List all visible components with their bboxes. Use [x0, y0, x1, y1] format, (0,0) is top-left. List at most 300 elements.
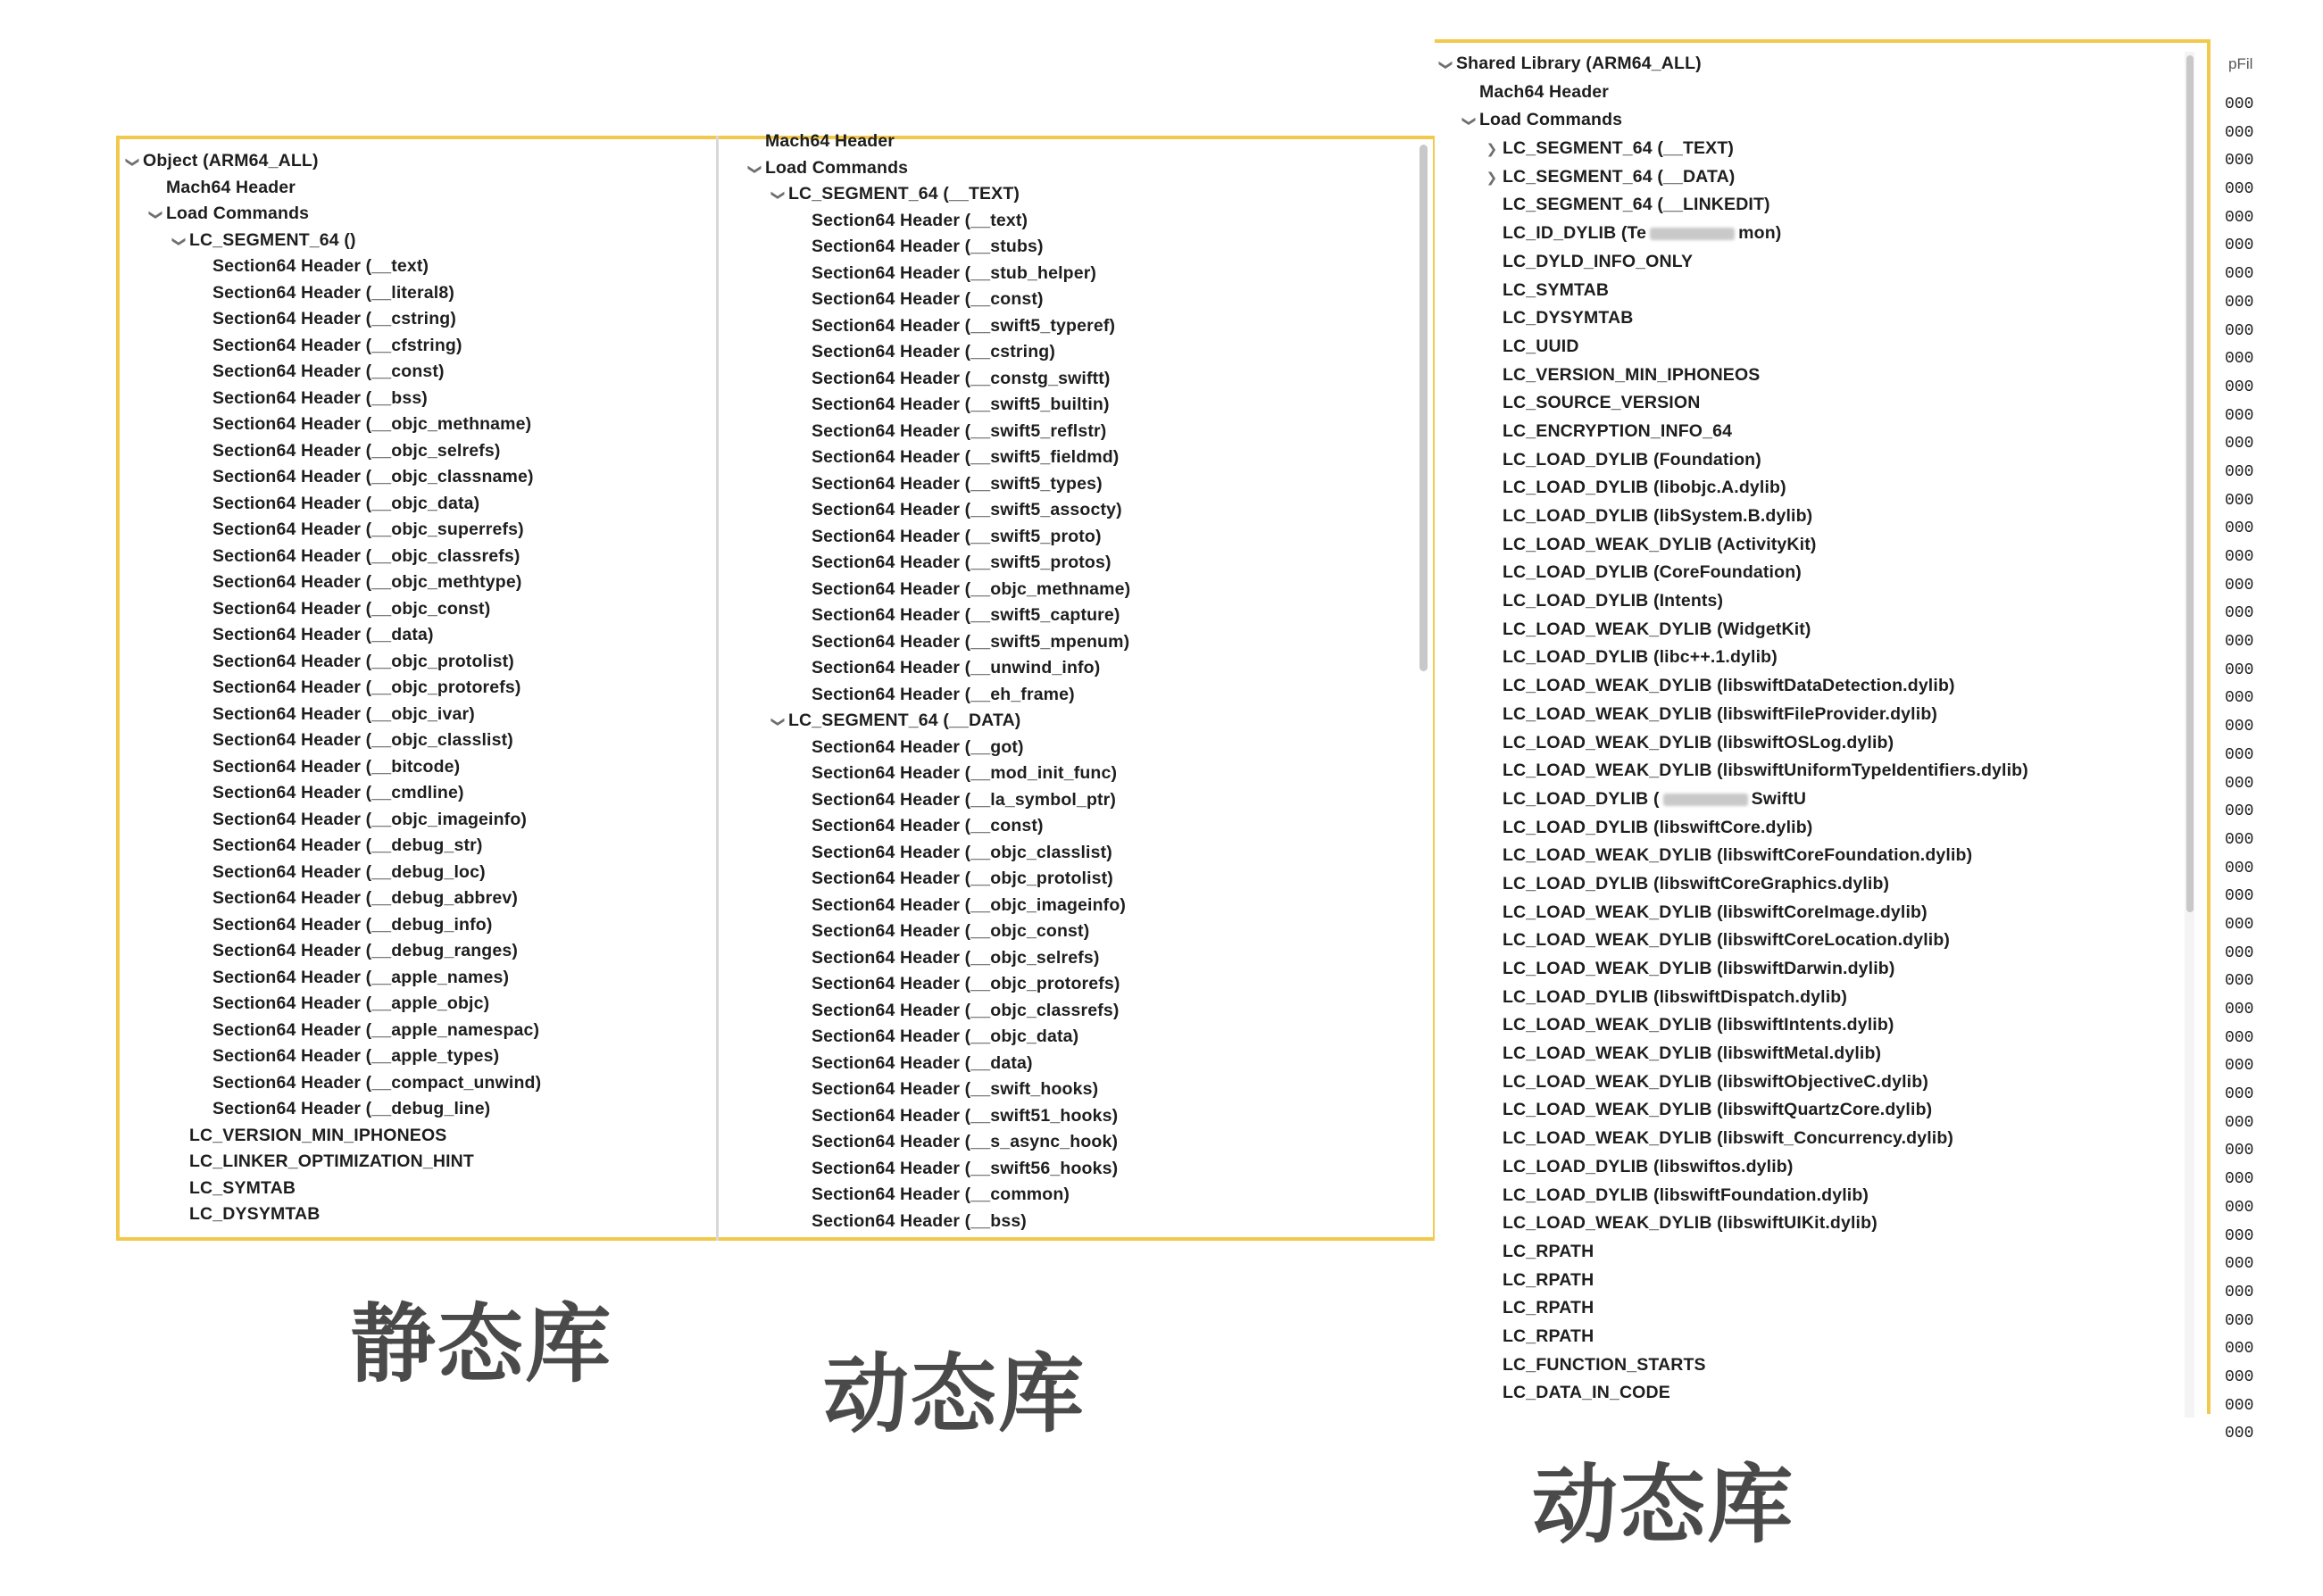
hex-value: 000 [2225, 1283, 2254, 1301]
tree-row[interactable] [1435, 106, 2269, 135]
tree-row[interactable] [1435, 1238, 2269, 1267]
tree-row[interactable] [120, 991, 720, 1018]
tree-row[interactable] [1435, 389, 2269, 418]
tree-row-label: LC_LOAD_DYLIB (Intents) [1503, 591, 1724, 611]
tree-row[interactable] [1435, 616, 2269, 644]
tree-row[interactable] [1435, 1209, 2269, 1238]
static-tree [120, 148, 720, 1228]
tree-row-label: LC_LOAD_WEAK_DYLIB (WidgetKit) [1503, 619, 1811, 639]
tree-row-label: LC_SEGMENT_64 (__TEXT) [788, 184, 1020, 204]
tree-row-label: LC_LOAD_WEAK_DYLIB (libswiftOSLog.dylib) [1503, 732, 1894, 752]
hex-value: 000 [2225, 633, 2254, 652]
tree-row-label: Section64 Header (__unwind_info) [812, 658, 1101, 677]
hex-value: 000 [2225, 943, 2254, 962]
hex-value: 000 [2225, 1340, 2254, 1359]
tree-row[interactable] [719, 866, 1433, 893]
tree-row[interactable] [719, 497, 1433, 524]
tree-row-label: LC_DYSYMTAB [1503, 308, 1634, 328]
tree-row[interactable] [719, 682, 1433, 709]
tree-row-label: LC_LOAD_DYLIB (libswiftCore.dylib) [1503, 817, 1813, 837]
tree-row[interactable] [719, 471, 1433, 498]
tree-row[interactable] [719, 129, 1433, 155]
hex-value: 000 [2225, 604, 2254, 623]
tree-row[interactable] [120, 727, 720, 754]
hex-value: 000 [2225, 152, 2254, 170]
tree-row-label: Section64 Header (__objc_const) [212, 598, 491, 619]
tree-row[interactable] [719, 234, 1433, 261]
tree-row[interactable] [719, 787, 1433, 814]
tree-row[interactable] [1435, 786, 2269, 814]
tree-row-label: Section64 Header (__const) [812, 816, 1044, 835]
tree-row[interactable] [719, 813, 1433, 840]
hex-value: 000 [2225, 1255, 2254, 1274]
tree-row-label: LC_LOAD_DYLIB ( [1503, 788, 1660, 809]
hex-value: 000 [2225, 1142, 2254, 1160]
tree-row-label: Section64 Header (__swift5_assocty) [812, 500, 1122, 520]
tree-row-label: Section64 Header (__data) [212, 625, 434, 644]
hex-value: 000 [2225, 123, 2254, 142]
tree-row-label: LC_RPATH [1503, 1241, 1594, 1261]
tree-row[interactable] [1435, 1267, 2269, 1295]
tree-row[interactable] [1435, 531, 2269, 560]
tree-row-label: Section64 Header (__objc_protorefs) [212, 677, 521, 697]
chevron-right-icon[interactable]: ❯ [1486, 142, 1498, 158]
redacted-text [1650, 228, 1735, 240]
tree-row[interactable] [719, 1076, 1433, 1103]
tree-row[interactable] [120, 912, 720, 939]
dynamic-scrollbar[interactable] [1420, 145, 1428, 671]
tree-row-label: Section64 Header (__literal8) [212, 282, 454, 303]
hex-value: 000 [2225, 435, 2254, 453]
chevron-down-icon[interactable]: ❯ [770, 189, 786, 202]
tree-row[interactable] [1435, 1096, 2269, 1125]
hex-value: 000 [2225, 1396, 2254, 1415]
tree-row-label: LC_LOAD_DYLIB (libSystem.B.dylib) [1503, 506, 1813, 526]
chevron-down-icon[interactable]: ❯ [147, 209, 163, 221]
tree-row-label: Section64 Header (__constg_swiftt) [812, 368, 1111, 388]
chevron-down-icon[interactable]: ❯ [746, 162, 762, 175]
tree-row-label: Section64 Header (__bss) [812, 1210, 1027, 1231]
tree-row[interactable] [120, 622, 720, 649]
tree-row[interactable] [120, 1149, 720, 1176]
tree-row-label: LC_SEGMENT_64 (__DATA) [788, 711, 1021, 730]
tree-row[interactable] [120, 1123, 720, 1150]
tree-row-label: Section64 Header (__debug_loc) [212, 861, 486, 882]
hex-column-header: pFil [2228, 55, 2253, 72]
tree-row-label: Section64 Header (__apple_objc) [212, 993, 490, 1013]
hex-value: 000 [2225, 520, 2254, 538]
hex-value: 000 [2225, 1311, 2254, 1330]
tree-row-label: Section64 Header (__data) [812, 1052, 1033, 1073]
hex-value: 000 [2225, 1425, 2254, 1443]
tree-row-label: Section64 Header (__swift51_hooks) [812, 1105, 1119, 1126]
tree-row-label: LC_SYMTAB [1503, 279, 1610, 300]
tree-row[interactable] [1435, 163, 2269, 192]
tree-row[interactable] [1435, 1379, 2269, 1408]
tree-row[interactable] [719, 655, 1433, 682]
chevron-down-icon[interactable]: ❯ [124, 156, 140, 169]
tree-row[interactable] [120, 464, 720, 491]
hex-value: 000 [2225, 1057, 2254, 1076]
tree-row-label: Section64 Header (__debug_str) [212, 835, 483, 855]
tree-row[interactable] [1435, 1182, 2269, 1210]
tree-row-label: Section64 Header (__mod_init_func) [812, 763, 1118, 783]
tree-row[interactable] [120, 649, 720, 676]
tree-row-label: LC_LOAD_WEAK_DYLIB (libswiftUIKit.dylib) [1503, 1213, 1878, 1234]
tree-row[interactable] [719, 1182, 1433, 1209]
tree-row[interactable] [120, 280, 720, 307]
tree-row[interactable] [719, 1156, 1433, 1183]
tree-row[interactable] [719, 550, 1433, 577]
tree-row-label: LC_VERSION_MIN_IPHONEOS [189, 1125, 447, 1145]
tree-row[interactable] [120, 938, 720, 965]
hex-value: 000 [2225, 180, 2254, 199]
tree-row-label: Section64 Header (__objc_classlist) [812, 842, 1112, 862]
tree-row-label: Section64 Header (__swift5_reflstr) [812, 420, 1107, 441]
tree-row[interactable] [120, 833, 720, 860]
tree-row-label: LC_LOAD_WEAK_DYLIB (libswiftCoreFoundation.dylib) [1503, 845, 1973, 866]
tree-row[interactable] [1435, 191, 2269, 220]
tree-row[interactable] [719, 1024, 1433, 1051]
redacted-text [1663, 794, 1748, 806]
tree-row-label: LC_ID_DYLIB (Te [1503, 223, 1647, 244]
tree-row-label: Section64 Header (__objc_classrefs) [212, 545, 520, 566]
tree-row[interactable] [120, 1018, 720, 1044]
tree-row-label: Section64 Header (__objc_methname) [212, 414, 532, 434]
hex-value: 000 [2225, 887, 2254, 906]
hex-value: 000 [2225, 293, 2254, 312]
tree-row-label: Section64 Header (__objc_methname) [812, 578, 1131, 599]
tree-row-label: LC_LOAD_WEAK_DYLIB (libswiftUniformTypeIdentifiers.dylib) [1503, 761, 2028, 781]
tree-row-label: LC_LOAD_DYLIB (Foundation) [1503, 449, 1761, 470]
tree-row[interactable] [1435, 1323, 2269, 1351]
tree-row[interactable] [120, 860, 720, 886]
tree-row-label: Section64 Header (__objc_data) [212, 493, 480, 513]
hex-value: 000 [2225, 1170, 2254, 1189]
tree-row-label: Section64 Header (__swift5_types) [812, 473, 1103, 494]
dynamic-tree [719, 129, 1433, 1234]
chevron-down-icon[interactable]: ❯ [1437, 59, 1453, 71]
tree-row[interactable] [719, 287, 1433, 313]
tree-row-label: Mach64 Header [166, 177, 296, 197]
tree-row[interactable] [1435, 814, 2269, 843]
tree-row[interactable] [120, 386, 720, 412]
tree-row-label: Section64 Header (__bitcode) [212, 756, 461, 777]
tree-row[interactable] [120, 780, 720, 807]
tree-row[interactable] [719, 735, 1433, 761]
tree-row[interactable] [120, 517, 720, 544]
tree-row-label: LC_UUID [1503, 336, 1579, 356]
shared-scrollbar-thumb[interactable] [2186, 55, 2194, 912]
tree-row[interactable] [1435, 474, 2269, 503]
tree-row-label: Load Commands [1479, 110, 1623, 130]
tree-row[interactable] [1435, 50, 2269, 79]
tree-row[interactable] [120, 569, 720, 596]
tree-row-label: Section64 Header (__text) [812, 210, 1028, 230]
tree-row-label: LC_LOAD_WEAK_DYLIB (ActivityKit) [1503, 534, 1817, 554]
tree-row-label: LC_LOAD_WEAK_DYLIB (libswiftIntents.dylib) [1503, 1015, 1894, 1035]
tree-row-label: LC_LOAD_WEAK_DYLIB (libswiftQuartzCore.dylib) [1503, 1100, 1933, 1120]
tree-row[interactable] [120, 754, 720, 781]
tree-row-label: Section64 Header (__bss) [212, 387, 428, 408]
tree-row[interactable] [1435, 1125, 2269, 1153]
tree-row-label: Section64 Header (__la_symbol_ptr) [812, 789, 1117, 810]
tree-row[interactable] [1435, 559, 2269, 587]
tree-row-label: LC_LOAD_WEAK_DYLIB (libswiftObjectiveC.dylib) [1503, 1071, 1928, 1092]
tree-row-label: Section64 Header (__objc_imageinfo) [212, 809, 528, 829]
tree-row[interactable] [120, 1096, 720, 1123]
tree-row-label: Section64 Header (__text) [212, 256, 429, 276]
tree-row[interactable] [719, 603, 1433, 629]
tree-row[interactable] [120, 544, 720, 570]
tree-row[interactable] [120, 1070, 720, 1097]
tree-row-label: Section64 Header (__objc_selrefs) [212, 440, 501, 461]
tree-row-label: Section64 Header (__common) [812, 1185, 1070, 1204]
tree-row-label: Section64 Header (__objc_data) [812, 1027, 1079, 1046]
tree-row[interactable] [1435, 587, 2269, 616]
tree-row[interactable] [1435, 248, 2269, 277]
tree-row[interactable] [719, 155, 1433, 182]
tree-row[interactable] [719, 919, 1433, 945]
tree-row-label: LC_LOAD_DYLIB (libswiftDispatch.dylib) [1503, 986, 1847, 1007]
hex-value: 000 [2225, 378, 2254, 396]
tree-row-label: Section64 Header (__swift5_builtin) [812, 395, 1110, 414]
hex-value: 000 [2225, 491, 2254, 510]
tree-row[interactable] [120, 148, 720, 175]
tree-row-label: LC_LOAD_WEAK_DYLIB (libswift_Concurrency.dylib) [1503, 1128, 1954, 1149]
tree-row[interactable] [120, 675, 720, 702]
tree-row[interactable] [1435, 757, 2269, 786]
tree-row[interactable] [120, 1176, 720, 1202]
tree-row[interactable] [120, 491, 720, 518]
tree-row[interactable] [719, 998, 1433, 1025]
tree-row-label: Section64 Header (__const) [812, 289, 1044, 309]
tree-row-label: Section64 Header (__s_async_hook) [812, 1132, 1119, 1151]
tree-row[interactable] [719, 261, 1433, 287]
tree-row-label: LC_LOAD_WEAK_DYLIB (libswiftMetal.dylib) [1503, 1043, 1882, 1064]
tree-row[interactable] [1435, 1011, 2269, 1040]
tree-row[interactable] [120, 254, 720, 280]
chevron-down-icon[interactable]: ❯ [1461, 115, 1477, 128]
tree-row-label: Section64 Header (__got) [812, 736, 1024, 757]
tree-row[interactable] [719, 445, 1433, 471]
tree-row-label: Section64 Header (__debug_ranges) [212, 941, 518, 960]
tree-row[interactable] [120, 228, 720, 254]
chevron-down-icon[interactable]: ❯ [171, 235, 187, 247]
tree-row[interactable] [120, 306, 720, 333]
tree-row[interactable] [1435, 701, 2269, 729]
hex-value: 000 [2225, 972, 2254, 991]
dynamic-library-panel [719, 131, 1436, 1241]
hex-value: 000 [2225, 745, 2254, 764]
tree-row-label: Load Commands [765, 157, 909, 178]
tree-row[interactable] [120, 885, 720, 912]
tree-row-label: LC_LOAD_DYLIB (CoreFoundation) [1503, 562, 1802, 583]
tree-row-label: LC_SEGMENT_64 (__TEXT) [1503, 138, 1735, 159]
tree-row-label: Section64 Header (__apple_names) [212, 967, 510, 987]
tree-row[interactable] [1435, 503, 2269, 531]
tree-row[interactable] [719, 208, 1433, 235]
hex-value: 000 [2225, 1001, 2254, 1018]
caption-shared-library: 动态库 [1532, 1455, 1794, 1555]
tree-row-label: Section64 Header (__swift_hooks) [812, 1079, 1099, 1099]
tree-row[interactable] [1435, 1294, 2269, 1323]
tree-row-label: Section64 Header (__objc_selrefs) [812, 947, 1100, 968]
tree-row-label: LC_LOAD_WEAK_DYLIB (libswiftFileProvider.dylib) [1503, 703, 1938, 724]
tree-row-label: Section64 Header (__swift5_mpenum) [812, 631, 1130, 652]
hex-value: 000 [2225, 689, 2254, 708]
hex-value: 000 [2225, 859, 2254, 877]
tree-row[interactable] [719, 840, 1433, 867]
tree-row[interactable] [120, 807, 720, 834]
tree-row[interactable] [120, 596, 720, 623]
tree-row[interactable] [1435, 1040, 2269, 1068]
tree-row-label: Section64 Header (__objc_classrefs) [812, 1000, 1120, 1020]
tree-row[interactable] [1435, 277, 2269, 305]
tree-row-label: Section64 Header (__swift56_hooks) [812, 1158, 1119, 1178]
tree-row[interactable] [1435, 984, 2269, 1012]
tree-row-label: Section64 Header (__objc_protorefs) [812, 974, 1120, 993]
tree-row[interactable] [719, 419, 1433, 445]
tree-row[interactable] [719, 313, 1433, 340]
tree-row[interactable] [1435, 418, 2269, 446]
tree-row-label: Section64 Header (__objc_classname) [212, 467, 534, 486]
tree-row[interactable] [719, 893, 1433, 919]
tree-row-label: LC_ENCRYPTION_INFO_64 [1503, 420, 1733, 441]
tree-row[interactable] [1435, 955, 2269, 984]
tree-row[interactable] [1435, 1351, 2269, 1380]
tree-row-label: Mach64 Header [1479, 81, 1610, 102]
tree-row-label: LC_VERSION_MIN_IPHONEOS [1503, 364, 1761, 385]
tree-row[interactable] [1435, 644, 2269, 672]
tree-row[interactable] [719, 708, 1433, 735]
tree-row-label: LC_SEGMENT_64 (__LINKEDIT) [1503, 195, 1770, 215]
tree-row[interactable] [1435, 870, 2269, 899]
tree-row[interactable] [1435, 842, 2269, 870]
tree-row[interactable] [719, 1209, 1433, 1235]
hex-value: 000 [2225, 406, 2254, 425]
tree-row[interactable] [1435, 79, 2269, 107]
shared-tree [1435, 50, 2269, 1408]
tree-row[interactable] [719, 761, 1433, 787]
tree-row-label: Section64 Header (__objc_const) [812, 921, 1090, 941]
tree-row[interactable] [120, 333, 720, 360]
tree-row[interactable] [719, 1129, 1433, 1156]
tree-row[interactable] [719, 971, 1433, 998]
hex-value: 000 [2225, 774, 2254, 793]
tree-row[interactable] [719, 181, 1433, 208]
shared-library-panel [1435, 39, 2269, 1417]
tree-row-label: Section64 Header (__objc_protolist) [212, 651, 514, 671]
tree-row-label: LC_SEGMENT_64 () [189, 229, 356, 250]
tree-row[interactable] [719, 524, 1433, 551]
chevron-right-icon[interactable]: ❯ [1486, 170, 1498, 186]
tree-row[interactable] [120, 702, 720, 728]
tree-row-label: Section64 Header (__objc_protolist) [812, 869, 1113, 888]
hex-value: 000 [2225, 802, 2254, 821]
tree-row[interactable] [120, 359, 720, 386]
tree-row-label: Section64 Header (__cstring) [212, 309, 456, 328]
tree-row-label: LC_LOAD_WEAK_DYLIB (libswiftCoreLocation.dylib) [1503, 930, 1951, 951]
tree-row-label: Section64 Header (__compact_unwind) [212, 1072, 542, 1093]
tree-row[interactable] [719, 1051, 1433, 1077]
tree-row[interactable] [1435, 1153, 2269, 1182]
tree-row-label: LC_LOAD_DYLIB (libswiftCoreGraphics.dylib) [1503, 873, 1890, 894]
tree-row-label: LC_LOAD_DYLIB (libobjc.A.dylib) [1503, 478, 1786, 498]
tree-row-label: Mach64 Header [765, 131, 895, 151]
tree-row-label: Section64 Header (__apple_namespac) [212, 1019, 540, 1040]
tree-row[interactable] [120, 201, 720, 228]
tree-row-label: LC_RPATH [1503, 1269, 1594, 1290]
tree-row-label: Section64 Header (__stub_helper) [812, 262, 1097, 283]
tree-row[interactable] [120, 438, 720, 465]
tree-row[interactable] [719, 629, 1433, 656]
hex-value: 000 [2225, 321, 2254, 340]
hex-value: 000 [2225, 915, 2254, 934]
tree-row[interactable] [1435, 927, 2269, 955]
tree-row-label: Section64 Header (__swift5_fieldmd) [812, 447, 1120, 467]
tree-row-label: LC_DATA_IN_CODE [1503, 1383, 1670, 1403]
tree-row[interactable] [1435, 333, 2269, 362]
tree-row[interactable] [120, 1201, 720, 1228]
tree-row-label: Load Commands [166, 204, 310, 223]
tree-row[interactable] [120, 411, 720, 438]
tree-row[interactable] [1435, 220, 2269, 248]
tree-row-label: LC_DYLD_INFO_ONLY [1503, 251, 1694, 271]
tree-row[interactable] [1435, 362, 2269, 390]
tree-row[interactable] [120, 1043, 720, 1070]
tree-row-label: Section64 Header (__const) [212, 362, 445, 381]
tree-row-label: Section64 Header (__debug_abbrev) [212, 888, 518, 908]
tree-row[interactable] [1435, 304, 2269, 333]
tree-row[interactable] [719, 1103, 1433, 1130]
tree-row-label-tail: mon) [1738, 223, 1782, 244]
tree-row-label: LC_LOAD_DYLIB (libc++.1.dylib) [1503, 647, 1778, 668]
tree-row[interactable] [719, 577, 1433, 603]
tree-row[interactable] [719, 392, 1433, 419]
tree-row-label: LC_LOAD_WEAK_DYLIB (libswiftCoreImage.dylib) [1503, 902, 1928, 922]
hex-value: 000 [2225, 96, 2254, 113]
tree-row[interactable] [1435, 899, 2269, 927]
hex-value: 000 [2225, 661, 2254, 679]
hex-value: 000 [2225, 548, 2254, 566]
tree-row[interactable] [120, 175, 720, 202]
hex-values [2225, 91, 2253, 1449]
tree-row-label: LC_SYMTAB [189, 1177, 296, 1198]
tree-row-label: Section64 Header (__swift5_protos) [812, 553, 1112, 572]
hex-value: 000 [2225, 237, 2254, 255]
tree-row[interactable] [1435, 1068, 2269, 1097]
tree-row[interactable] [719, 339, 1433, 366]
chevron-down-icon[interactable]: ❯ [770, 716, 786, 728]
tree-row[interactable] [120, 965, 720, 992]
tree-row-label: LC_LOAD_WEAK_DYLIB (libswiftDarwin.dylib) [1503, 959, 1895, 978]
tree-row[interactable] [1435, 446, 2269, 475]
tree-row[interactable] [1435, 672, 2269, 701]
hex-value: 000 [2225, 1367, 2254, 1386]
hex-value: 000 [2225, 830, 2254, 849]
tree-row[interactable] [719, 366, 1433, 393]
hex-value: 000 [2225, 1113, 2254, 1132]
tree-row[interactable] [1435, 729, 2269, 758]
hex-value: 000 [2225, 1085, 2254, 1104]
tree-row-label: Section64 Header (__objc_ivar) [212, 703, 475, 724]
tree-row-label: Section64 Header (__objc_methtype) [212, 572, 522, 592]
tree-row[interactable] [719, 945, 1433, 972]
static-library-panel [116, 136, 720, 1241]
tree-row[interactable] [1435, 135, 2269, 163]
tree-row-label: LC_LINKER_OPTIMIZATION_HINT [189, 1151, 474, 1171]
